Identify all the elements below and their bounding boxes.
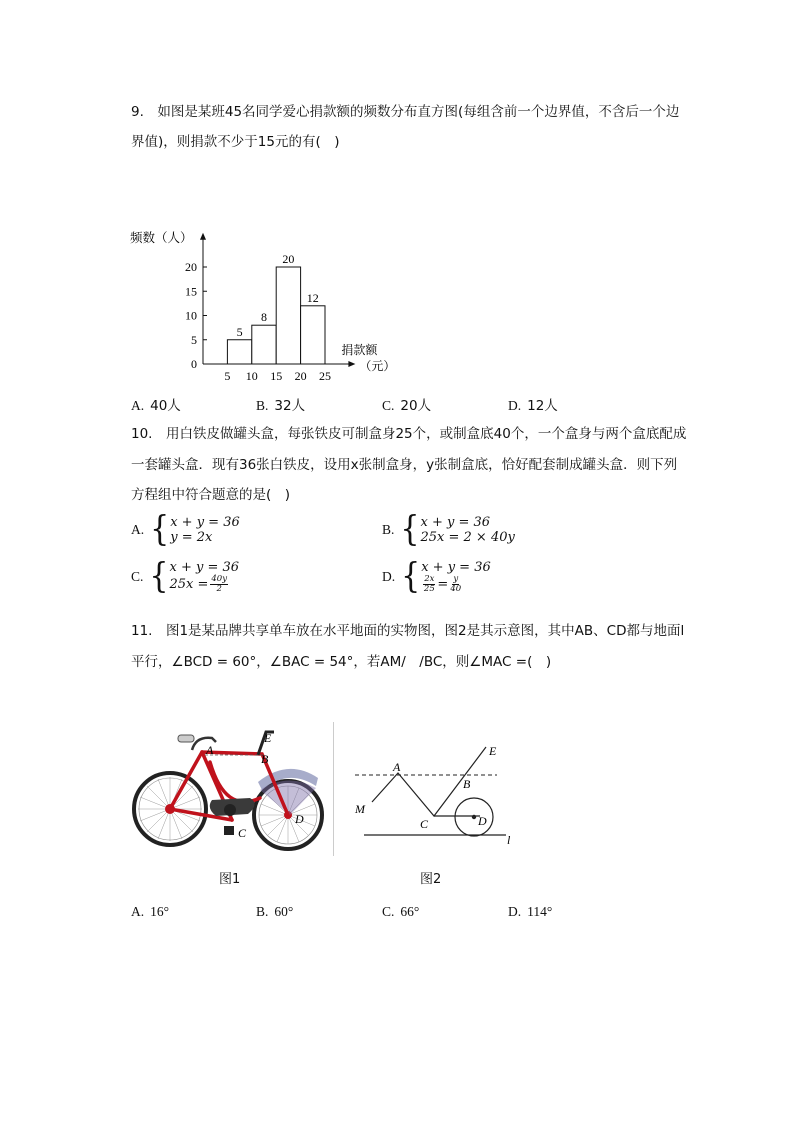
- pedal: [224, 826, 234, 835]
- q10-option-b[interactable]: B. { x + y = 36 25x = 2 × 40y: [382, 509, 515, 550]
- q9-stem-line2: 界值)，则捐款不少于15元的有( ): [131, 134, 340, 150]
- diagram-label-l: l: [507, 833, 511, 847]
- q11-option-b[interactable]: B. 60°: [256, 904, 294, 919]
- bike-label-b: B: [261, 752, 269, 766]
- q11-option-d[interactable]: D. 114°: [508, 904, 553, 919]
- q11-option-c[interactable]: C. 66°: [382, 904, 420, 919]
- q10-stem-line3: 方程组中符合题意的是( ): [131, 487, 291, 503]
- diagram-label-a: A: [393, 760, 401, 774]
- q9-option-b[interactable]: B. 32人: [256, 398, 306, 414]
- x-tick-label: 20: [294, 369, 307, 383]
- bar-value-label: 8: [261, 310, 267, 325]
- diagram-label-e: E: [489, 744, 497, 758]
- diagram-label-c: C: [420, 817, 429, 831]
- bar-value-label: 5: [236, 324, 243, 339]
- bar-value-label: 20: [282, 252, 295, 266]
- brace-icon: {: [401, 556, 421, 597]
- q10-option-c[interactable]: C. { x + y = 36 25x = $\frac{40y}{2}$: [131, 556, 240, 597]
- front-basket: [260, 780, 316, 815]
- diagram-label-b: B: [463, 777, 471, 791]
- q11-stem-line1: 11. 图1是某品牌共享单车放在水平地面的实物图，图2是其示意图，其中AB、CD都与地面l: [131, 623, 685, 639]
- seat: [178, 735, 194, 742]
- bike-label-d: D: [295, 812, 304, 826]
- bike-schematic-diagram: [350, 740, 520, 850]
- y-tick-label: 0: [191, 357, 197, 371]
- histogram-bar: [252, 325, 276, 364]
- bicycle-photo: [130, 722, 335, 857]
- x-axis-unit: （元）: [359, 359, 396, 373]
- q9-option-a[interactable]: A. 40人: [131, 398, 181, 414]
- y-tick-label: 15: [185, 284, 197, 299]
- y-tick-label: 20: [185, 260, 197, 274]
- x-tick-label: 5: [224, 369, 231, 383]
- y-tick-label: 5: [191, 332, 197, 347]
- bar-value-label: 12: [306, 290, 319, 305]
- x-tick-label: 15: [270, 369, 283, 383]
- q11-stem-line2: 平行，∠BCD = 60°，∠BAC = 54°，若AM/ /BC，则∠MAC =( ): [131, 654, 552, 670]
- q11-option-a[interactable]: A. 16°: [131, 904, 170, 919]
- bike-label-c: C: [238, 826, 247, 840]
- bike-label-a: A: [206, 743, 214, 757]
- q9-option-d[interactable]: D. 12人: [508, 398, 558, 414]
- diagram-label-m: M: [355, 802, 365, 816]
- q10-option-a[interactable]: A. { x + y = 36 y = 2x: [131, 509, 240, 550]
- x-tick-label: 10: [245, 369, 258, 383]
- x-tick-label: 25: [319, 369, 331, 383]
- fig1-caption: 图1: [219, 872, 241, 887]
- brace-icon: {: [150, 509, 170, 550]
- y-axis-title: 频数（人）: [130, 230, 193, 245]
- q9-option-c[interactable]: C. 20人: [382, 398, 432, 414]
- histogram-bar: [227, 340, 251, 364]
- x-axis-arrow-icon: [348, 361, 355, 367]
- q10-stem-line1: 10. 用白铁皮做罐头盒，每张铁皮可制盒身25个，或制盒底40个，一个盒身与两个盒底配成: [131, 426, 687, 442]
- fig2-caption: 图2: [420, 872, 442, 887]
- q10-stem-line2: 一套罐头盒．现有36张白铁皮，设用x张制盒身，y张制盒底，恰好配套制成罐头盒．则下列: [131, 457, 678, 473]
- y-tick-label: 10: [185, 308, 197, 323]
- figure-divider: [333, 722, 334, 856]
- brace-icon: {: [400, 509, 420, 550]
- q9-stem-line1: 9. 如图是某班45名同学爱心捐款额的频数分布直方图(每组含前一个边界值，不含后一个边: [131, 104, 680, 120]
- x-axis-title: 捐款额: [341, 343, 378, 357]
- bike-label-e: E: [264, 731, 272, 745]
- q10-option-d[interactable]: D. { x + y = 36 $\frac{2x}{25}$ = $\frac{y}{40}$: [382, 556, 491, 597]
- histogram-chart: [120, 222, 410, 387]
- histogram-bar: [301, 306, 325, 364]
- diagram-label-d: D: [478, 814, 487, 828]
- brace-icon: {: [149, 556, 169, 597]
- y-axis-arrow-icon: [200, 233, 206, 240]
- histogram-bar: [276, 267, 300, 364]
